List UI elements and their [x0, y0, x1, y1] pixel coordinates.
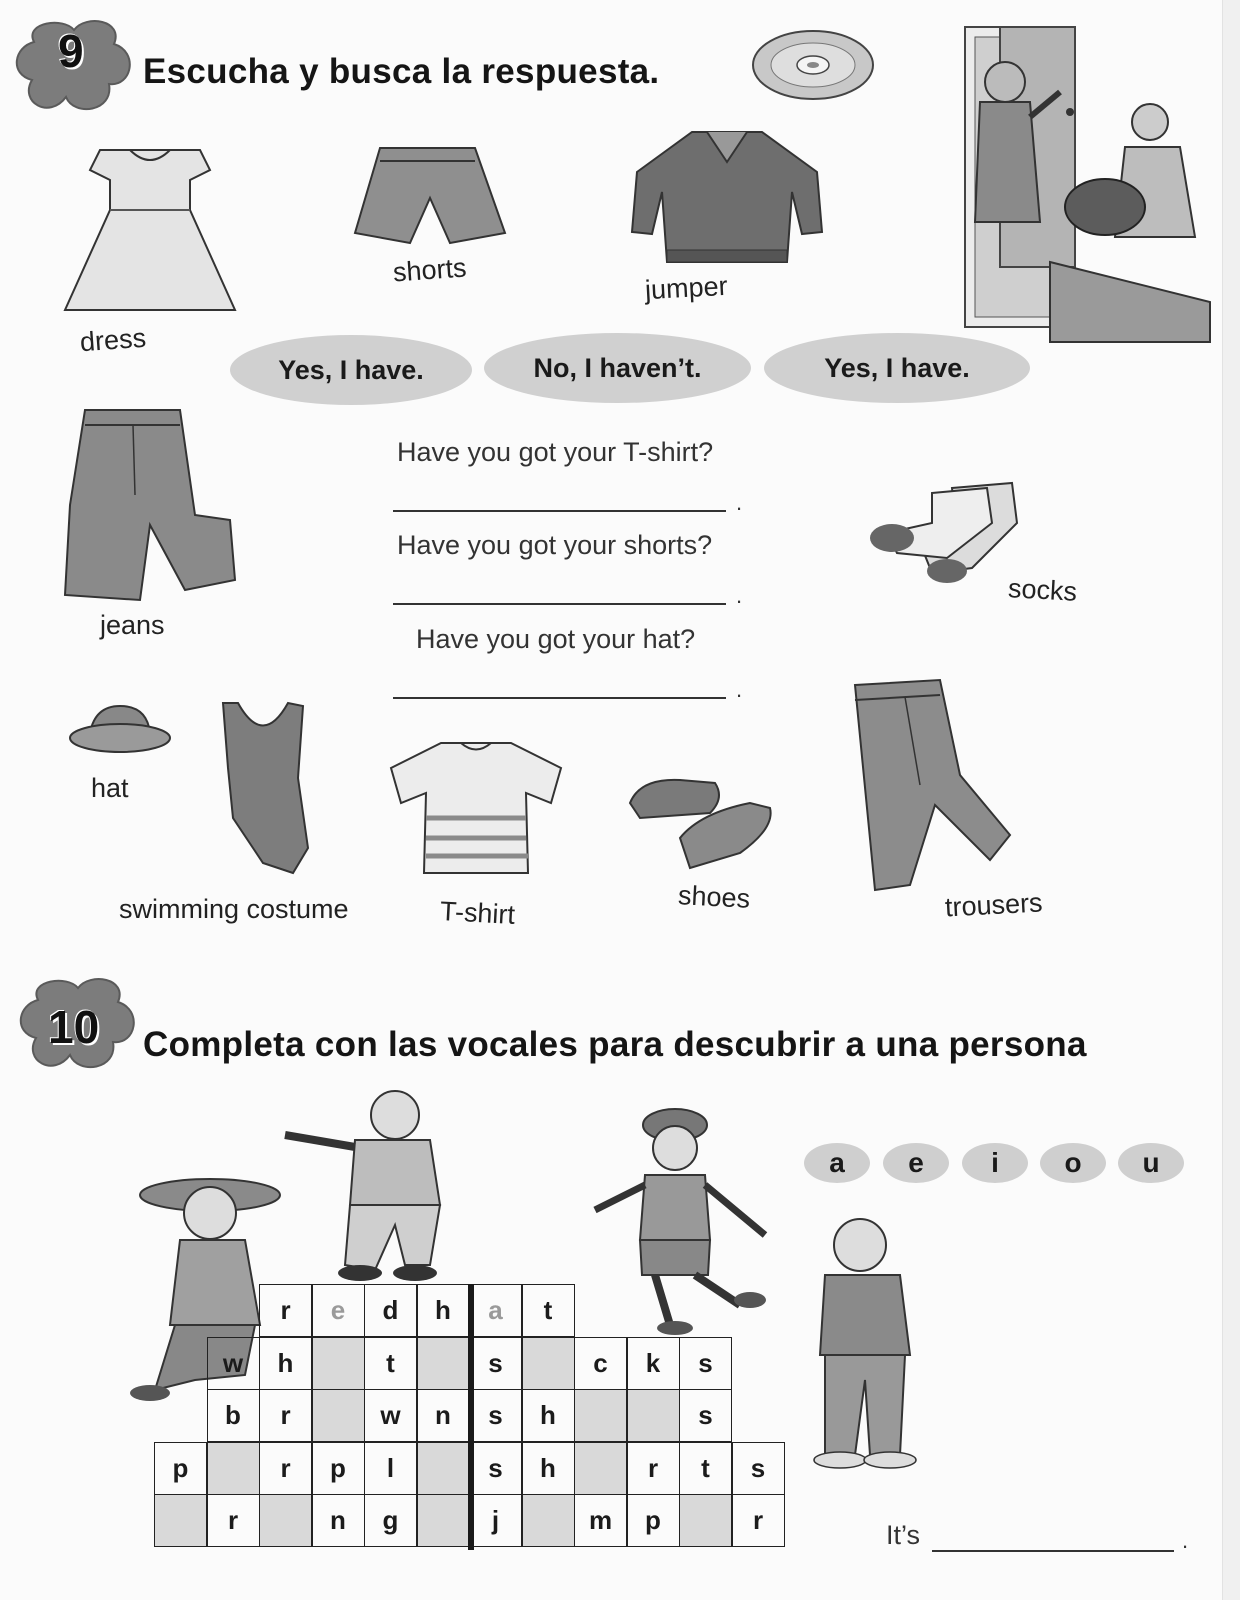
- question-text: Have you got your hat?: [416, 624, 696, 654]
- answer-pill: Yes, I have.: [230, 335, 472, 405]
- question-text: Have you got your T-shirt?: [397, 437, 714, 467]
- grid-cell: k: [627, 1337, 680, 1390]
- grid-cell: s: [469, 1337, 522, 1390]
- grid-cell: r: [259, 1389, 312, 1442]
- grid-cell: t: [364, 1337, 417, 1390]
- grid-cell: a: [469, 1284, 522, 1337]
- trousers-illustration: [850, 675, 1020, 895]
- grid-cell-blank[interactable]: [679, 1494, 732, 1547]
- grid-cell: s: [679, 1389, 732, 1442]
- shoes-illustration: [620, 758, 780, 878]
- grid-cell-blank[interactable]: [417, 1442, 470, 1495]
- answer-pill: Yes, I have.: [764, 333, 1030, 403]
- grid-cell: h: [522, 1442, 575, 1495]
- answer-blank[interactable]: [393, 603, 726, 605]
- grid-cell: r: [207, 1494, 260, 1547]
- clothes-label-trousers: trousers: [944, 887, 1044, 923]
- answer-prefix: It’s: [886, 1520, 921, 1550]
- clothes-label-t-shirt: T-shirt: [439, 896, 516, 930]
- grid-cell-blank[interactable]: [207, 1442, 260, 1495]
- clothes-label-jeans: jeans: [100, 610, 165, 640]
- line-end-period: .: [736, 490, 743, 515]
- grid-cell-blank[interactable]: [522, 1337, 575, 1390]
- answer-blank[interactable]: [393, 510, 726, 512]
- grid-cell: g: [364, 1494, 417, 1547]
- grid-cell: r: [259, 1442, 312, 1495]
- grid-cell: w: [364, 1389, 417, 1442]
- grid-cell: t: [522, 1284, 575, 1337]
- vowel-pill: a: [804, 1143, 870, 1183]
- grid-cell: p: [154, 1442, 207, 1495]
- grid-cell-blank[interactable]: [574, 1442, 627, 1495]
- grid-cell-blank[interactable]: [574, 1389, 627, 1442]
- grid-cell: r: [627, 1442, 680, 1495]
- grid-cell: l: [364, 1442, 417, 1495]
- cd-icon: [748, 20, 878, 110]
- exercise-heading: Completa con las vocales para descubrir a una persona: [143, 1025, 1087, 1064]
- grid-cell: m: [574, 1494, 627, 1547]
- clothes-label-shorts: shorts: [392, 252, 468, 288]
- grid-cell: p: [627, 1494, 680, 1547]
- page-edge: [1222, 0, 1240, 1600]
- grid-cell-blank[interactable]: [627, 1389, 680, 1442]
- clothes-label-dress: dress: [78, 322, 147, 358]
- grid-cell: t: [679, 1442, 732, 1495]
- grid-cell: c: [574, 1337, 627, 1390]
- grid-cell: s: [469, 1442, 522, 1495]
- clothes-label-swimming-costume: swimming costume: [119, 894, 349, 924]
- grid-cell: e: [312, 1284, 365, 1337]
- grid-cell: r: [732, 1494, 785, 1547]
- grid-cell: h: [259, 1337, 312, 1390]
- clothes-label-jumper: jumper: [644, 270, 729, 306]
- grid-cell: n: [417, 1389, 470, 1442]
- socks-illustration: [862, 478, 1032, 588]
- clothes-label-socks: socks: [1007, 573, 1078, 607]
- grid-cell-blank[interactable]: [312, 1337, 365, 1390]
- grid-cell: n: [312, 1494, 365, 1547]
- grid-cell-blank[interactable]: [417, 1494, 470, 1547]
- clothes-label-shoes: shoes: [677, 880, 751, 914]
- grid-cell-blank[interactable]: [312, 1389, 365, 1442]
- swimming-costume-illustration: [208, 698, 318, 878]
- grid-cell: p: [312, 1442, 365, 1495]
- jumper-illustration: [622, 122, 832, 272]
- dress-illustration: [50, 140, 250, 330]
- jeans-illustration: [55, 405, 245, 605]
- grid-divider: [468, 1284, 474, 1550]
- answer-blank[interactable]: [932, 1550, 1174, 1552]
- grid-cell: d: [364, 1284, 417, 1337]
- grid-cell: b: [207, 1389, 260, 1442]
- line-end-period: .: [736, 677, 743, 702]
- grid-cell: w: [207, 1337, 260, 1390]
- boy-dancing-illustration: [280, 1085, 470, 1285]
- grid-cell: r: [259, 1284, 312, 1337]
- exercise-heading: Escucha y busca la respuesta.: [143, 52, 660, 91]
- t-shirt-illustration: [386, 738, 566, 878]
- answer-blank[interactable]: [393, 697, 726, 699]
- door-scene-illustration: [960, 22, 1210, 342]
- vowel-pill: e: [883, 1143, 949, 1183]
- vowel-pill: u: [1118, 1143, 1184, 1183]
- grid-cell-blank[interactable]: [522, 1494, 575, 1547]
- grid-cell: h: [417, 1284, 470, 1337]
- vowel-pill: o: [1040, 1143, 1106, 1183]
- vowel-pill: i: [962, 1143, 1028, 1183]
- exercise-number: 10: [48, 1001, 100, 1053]
- shorts-illustration: [345, 143, 515, 263]
- exercise-number: 9: [58, 25, 84, 77]
- line-end-period: .: [1182, 1528, 1189, 1553]
- grid-cell: h: [522, 1389, 575, 1442]
- grid-cell-blank[interactable]: [259, 1494, 312, 1547]
- clothes-label-hat: hat: [91, 773, 129, 803]
- question-text: Have you got your shorts?: [397, 530, 713, 560]
- hat-illustration: [65, 698, 175, 768]
- boy-walking-illustration: [590, 1100, 780, 1340]
- answer-pill: No, I haven’t.: [484, 333, 751, 403]
- boy-standing-illustration: [800, 1210, 930, 1480]
- grid-cell: s: [732, 1442, 785, 1495]
- grid-cell: s: [469, 1389, 522, 1442]
- grid-cell-blank[interactable]: [417, 1337, 470, 1390]
- line-end-period: .: [736, 583, 743, 608]
- grid-cell: s: [679, 1337, 732, 1390]
- grid-cell-blank[interactable]: [154, 1494, 207, 1547]
- grid-cell: j: [469, 1494, 522, 1547]
